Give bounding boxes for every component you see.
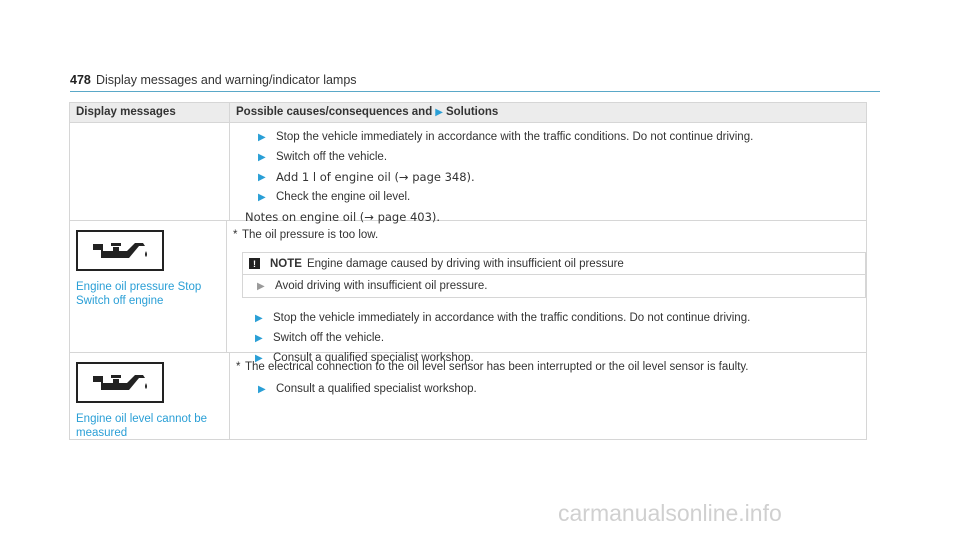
solutions-cell: [230, 353, 866, 439]
oil-can-icon: [76, 362, 164, 403]
step-item: ▶ Stop the vehicle immediately in accordance with the traffic conditions. Do not continue driving.: [255, 312, 751, 324]
table-row: [70, 221, 866, 364]
table-row: [70, 123, 866, 224]
triangle-right-icon: ▶: [258, 172, 266, 183]
triangle-right-icon: ▶: [435, 107, 443, 118]
cause-text: * The oil pressure is too low.: [233, 229, 379, 241]
message-cell: [70, 221, 227, 352]
message-cell: [70, 353, 230, 439]
notice-box: [242, 252, 866, 298]
step-item: ▶ Consult a qualified specialist workshop.: [255, 352, 474, 364]
step-item: ▶ Consult a qualified specialist workshop.: [258, 383, 477, 395]
notice-label: NOTE: [270, 257, 302, 270]
table-header: [70, 103, 866, 123]
step-item: ▶ Check the engine oil level.: [258, 191, 411, 203]
page-title: Display messages and warning/indicator lamps: [96, 73, 357, 87]
notice-step: ▶ Avoid driving with insufficient oil pressure.: [257, 280, 488, 292]
display-message: Engine oil level cannot be measured: [76, 413, 208, 439]
triangle-right-icon: ▶: [258, 152, 266, 163]
page-number: 478: [70, 73, 91, 87]
step-item: ▶ Switch off the vehicle.: [255, 332, 385, 344]
page-header: [70, 71, 880, 92]
notice-header: [243, 253, 865, 275]
exclamation-icon: !: [249, 258, 260, 269]
triangle-right-icon: ▶: [257, 280, 265, 292]
column-header-messages: Display messages: [70, 103, 230, 122]
messages-table: [69, 102, 867, 440]
solutions-cell: [230, 123, 866, 224]
oil-can-icon: [76, 230, 164, 271]
triangle-right-icon: ▶: [255, 353, 263, 364]
triangle-right-icon: ▶: [255, 313, 263, 324]
triangle-right-icon: ▶: [258, 192, 266, 203]
notes-reference[interactable]: Notes on engine oil (→ page 403).: [245, 210, 441, 224]
triangle-right-icon: ▶: [258, 384, 266, 395]
step-item: ▶ Add 1 l of engine oil (→ page 348).: [258, 170, 475, 184]
cause-text: * The electrical connection to the oil level sensor has been interrupted or the oil level sensor is faulty.: [236, 361, 749, 373]
column-header-solutions-text: Solutions: [445, 106, 499, 118]
step-item: ▶ Stop the vehicle immediately in accordance with the traffic conditions. Do not continue driving.: [258, 131, 754, 143]
watermark: carmanualsonline.info: [558, 500, 782, 526]
display-message: Engine oil pressure Stop Switch off engine: [76, 281, 202, 307]
triangle-right-icon: ▶: [255, 333, 263, 344]
step-item: ▶ Switch off the vehicle.: [258, 151, 388, 163]
triangle-right-icon: ▶: [258, 132, 266, 143]
notice-text: Engine damage caused by driving with insufficient oil pressure: [306, 257, 624, 270]
column-header-causes: [230, 103, 866, 122]
message-cell-empty: [70, 123, 230, 220]
solutions-cell: [227, 221, 866, 364]
table-row: [70, 353, 866, 440]
column-header-causes-text: Possible causes/consequences and: [236, 106, 433, 118]
